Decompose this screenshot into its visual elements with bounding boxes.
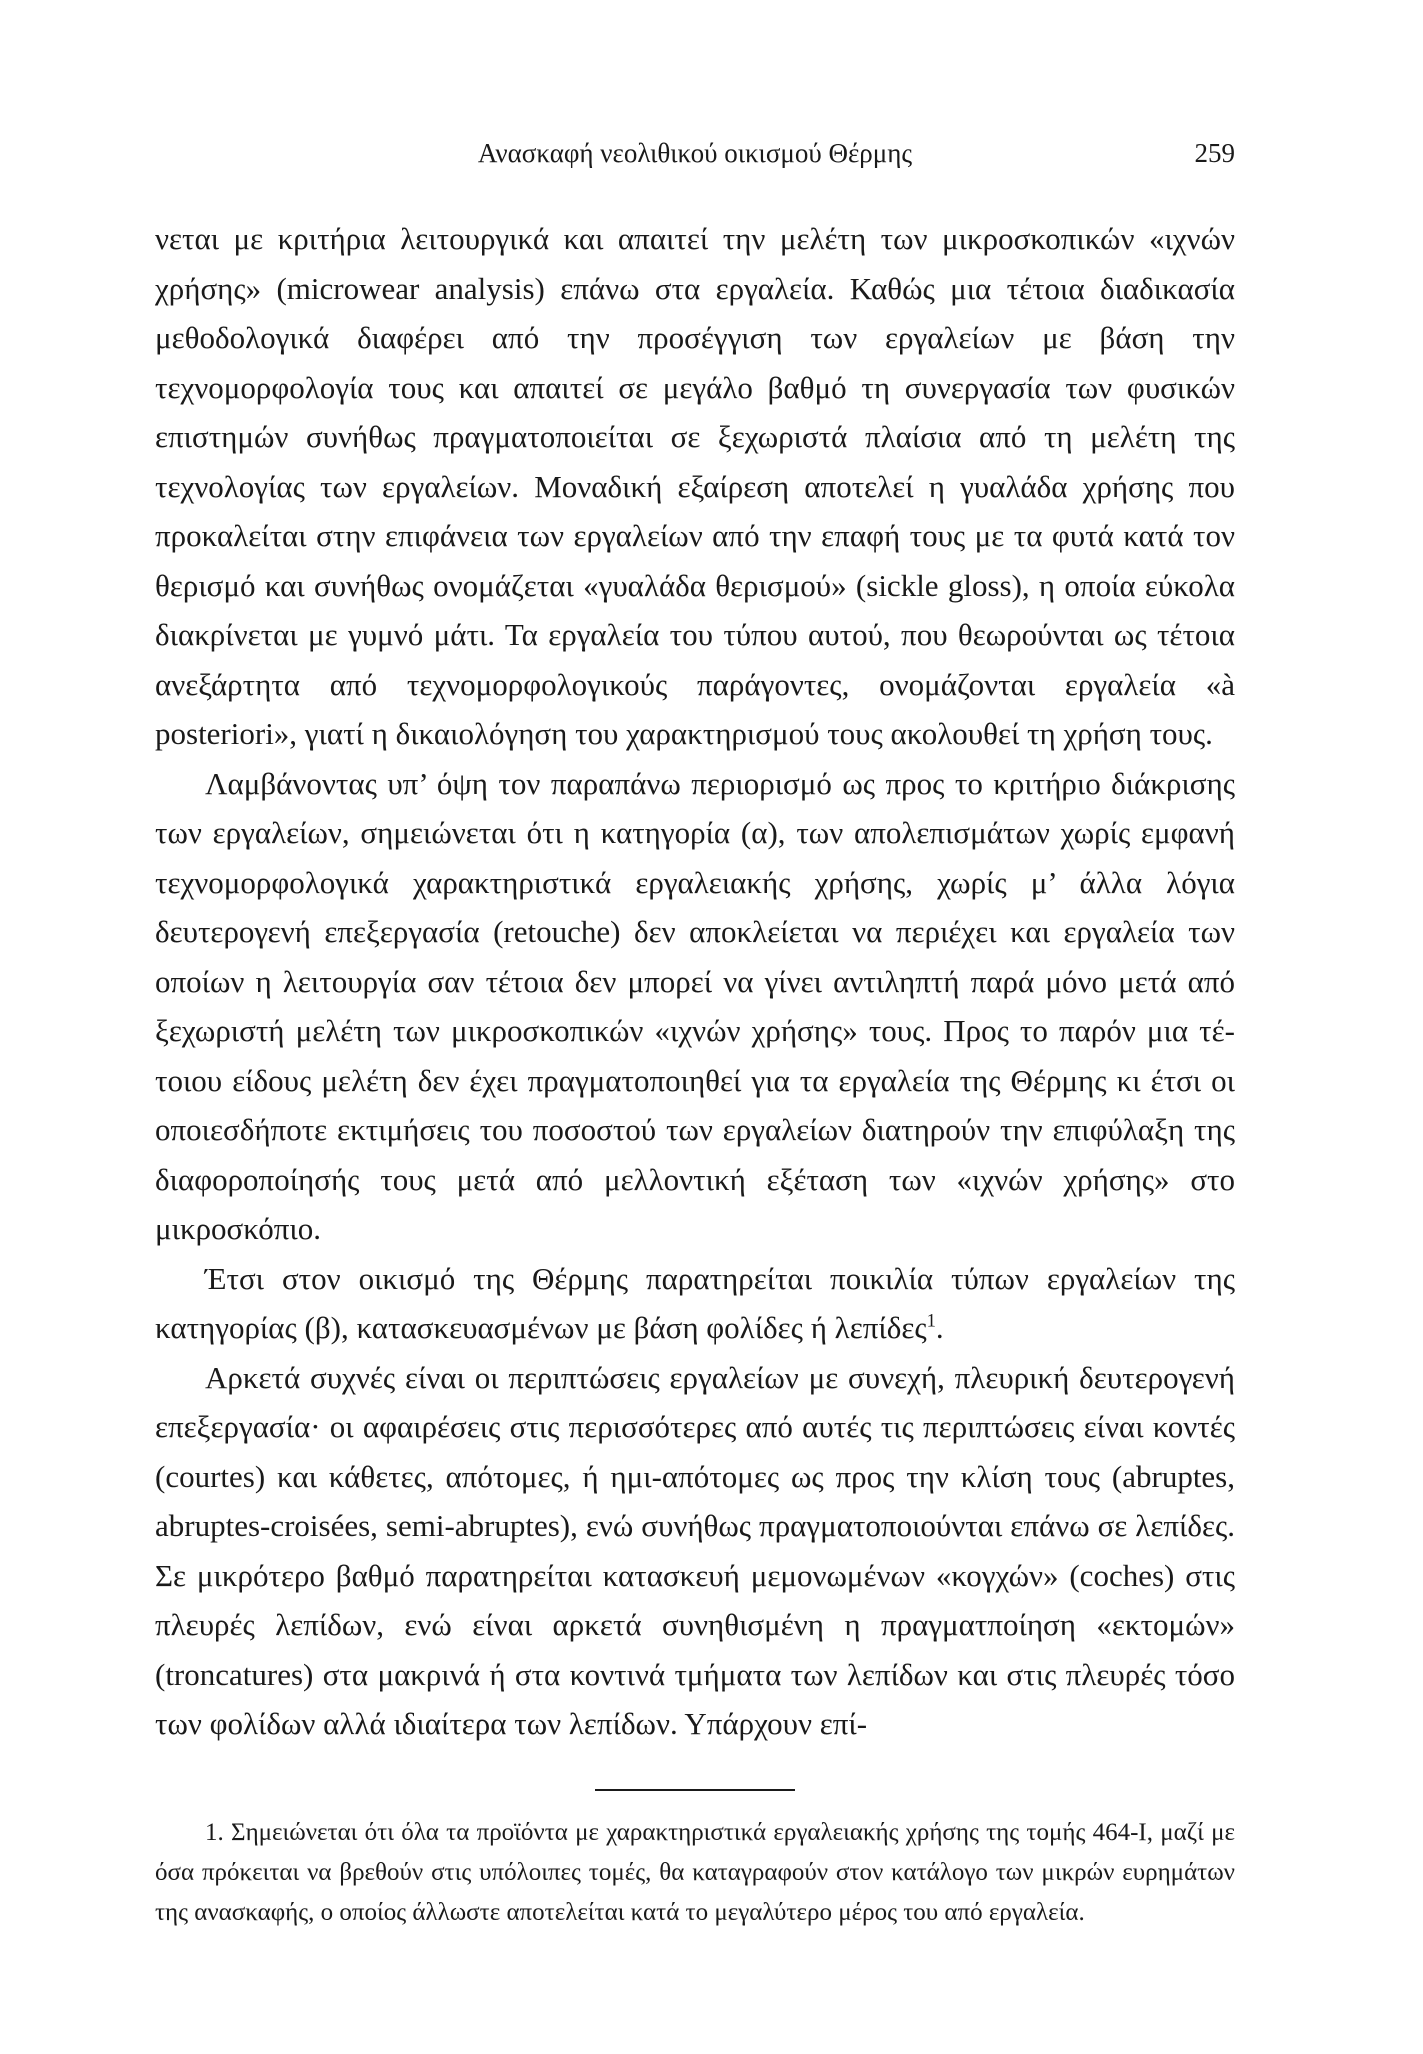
footnote-marker: 1. — [205, 1818, 224, 1846]
body-text — [155, 214, 1235, 1749]
paragraph-text: Λαμβάνοντας υπ’ όψη τον παραπάνω περιορισμό ως προς το κριτήριο διάκρισης των εργαλείων, σημειώνεται ότι η κατηγορία (α), των απολεπισμάτων χωρίς εμφανή τεχνομορφολογικά χαρακτηριστικά εργαλειακής χρήσης, χωρίς μ’ άλλα λόγια δευτερογενή επεξεργασία (retouche) δεν αποκλείεται να περιέχει και εργαλεία των οποίων η λειτουργία σαν τέτοια δεν μπορεί να γίνει αντιληπτή παρά μόνο μετά από ξεχωριστή μελέτη των μικροσκοπικών «ιχνών χρήσης» τους. Προς το παρόν μια τέτοιου είδους μελέτη δεν έχει πραγματοποιηθεί για τα εργαλεία της Θέρμης κι έτσι οι οποιεσδήποτε εκτιμήσεις του ποσοστού των εργαλείων διατηρούν την επιφύλαξη της διαφοροποίησής τους μετά από μελλοντική εξέταση των «ιχνών χρήσης» στο μικροσκόπιο. — [155, 765, 1235, 1246]
footnote-divider — [595, 1789, 795, 1791]
document-page — [155, 120, 1235, 1933]
paragraph-3 — [155, 1254, 1235, 1353]
running-header — [155, 120, 1235, 180]
footnote — [155, 1813, 1235, 1933]
paragraph-2 — [155, 759, 1235, 1254]
paragraph-text: Έτσι στον οικισμό της Θέρμης παρατηρείται ποικιλία τύπων εργαλείων της κατηγορίας (β), κατασκευασμένων με βάση φολίδες ή λεπίδες — [155, 1260, 1235, 1345]
paragraph-text-after: . — [935, 1310, 944, 1345]
paragraph-text: νεται με κριτήρια λειτουργικά και απαιτεί την μελέτη των μικροσκοπικών «ιχνών χρήσης» (microwear analysis) επάνω στα εργαλεία. Καθώς μια τέτοια διαδικασία μεθοδολογικά διαφέρει από την προσέγγιση των εργαλείων με βάση την τεχνομορφολογία τους και απαιτεί σε μεγάλο βαθμό τη συνεργασία των φυσικών επιστημών συνήθως πραγματοποιείται σε ξεχωριστά πλαίσια από τη μελέτη της τεχνολογίας των εργαλείων. Μοναδική εξαίρεση αποτελεί η γυαλάδα χρήσης που προκαλείται στην επιφάνεια των εργαλείων από την επαφή τους με τα φυτά κατά τον θερισμό και συνήθως ονομάζεται «γυαλάδα θερισμού» (sickle gloss), η οποία εύκολα διακρίνεται με γυμνό μάτι. Τα εργαλεία του τύπου αυτού, που θεωρούνται ως τέτοια ανεξάρτητα από τεχνομορφολογικούς παράγοντες, ονομάζονται εργαλεία «à posteriori», γιατί η δικαιολόγηση του χαρακτηρισμού τους ακολουθεί τη χρήση τους. — [155, 221, 1235, 751]
running-title: Ανασκαφή νεολιθικού οικισμού Θέρμης — [477, 138, 913, 168]
paragraph-1 — [155, 214, 1235, 759]
paragraph-4 — [155, 1353, 1235, 1749]
paragraph-text: Αρκετά συχνές είναι οι περιπτώσεις εργαλείων με συνεχή, πλευρική δευτερογενή επεξεργασία· οι αφαιρέσεις στις περισσότερες από αυτές τις περιπτώσεις είναι κοντές (courtes) και κάθετες, απότομες, ή ημι-απότομες ως προς την κλίση τους (abruptes, abruptes-croisées, semi-abruptes), ενώ συνήθως πραγματοποιούνται επάνω σε λεπίδες. Σε μικρότερο βαθμό παρατηρείται κατασκευή μεμονωμένων «κογχών» (coches) στις πλευρές λεπίδων, ενώ είναι αρκετά συνηθισμένη η πραγματποίηση «εκτομών» (troncatures) στα μακρινά ή στα κοντινά τμήματα των λεπίδων και στις πλευρές τόσο των φολίδων αλλά ιδιαίτερα των λεπίδων. Υπάρχουν επί- — [155, 1359, 1235, 1741]
footnote-text: Σημειώνεται ότι όλα τα προϊόντα με χαρακτηριστικά εργαλειακής χρήσης της τομής 464-Ι, μαζί με όσα πρόκειται να βρεθούν στις υπόλοιπες τομές, θα καταγραφούν στον κατάλογο των μικρών ευρημάτων της ανασκαφής, ο οποίος άλλωστε αποτελείται κατά το μεγαλύτερο μέρος του από εργαλεία. — [155, 1818, 1236, 1926]
footnote-reference[interactable]: 1 — [926, 1310, 936, 1332]
page-number: 259 — [1194, 138, 1235, 168]
